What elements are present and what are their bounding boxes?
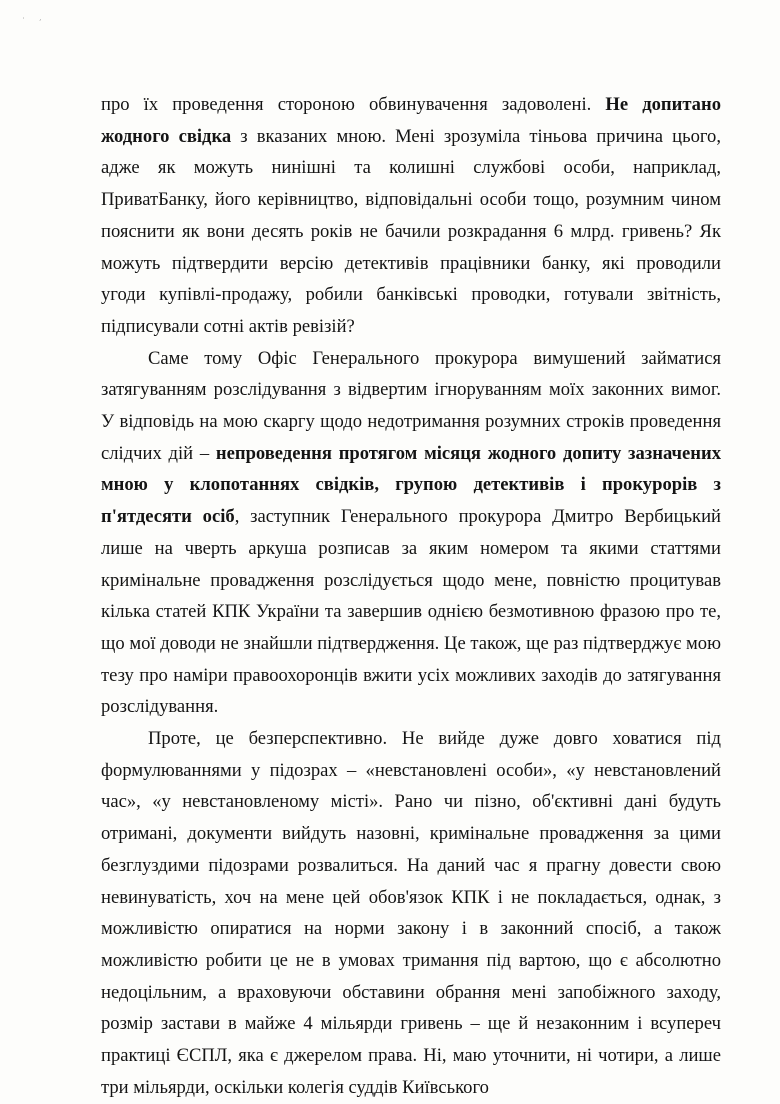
text-run: з вказаних мною. Мені зрозуміла тіньова причина цього, адже як можуть нинішні та колишні службові особи, наприклад, ПриватБанку, його керівництво, відповідальні особи тощо, розумним чином пояснити як вони десять років не бачили розкрадання 6 млрд. гривень? Як можуть підтвердити версію детективів працівники банку, які проводили угоди купівлі-продажу, робили банківські проводки, готували звітність, підписували сотні актів ревізій? <box>101 125 721 337</box>
paragraph <box>101 89 721 343</box>
text-run: Саме тому Офіс Генерального прокурора вимушений займатися затягуванням розслідування з відвертим ігноруванням моїх законних вимог. У відповідь на мою скаргу щодо недотримання розумних строків проведення слідчих дій – <box>101 347 721 464</box>
text-run: Проте, це безперспективно. Не вийде дуже довго ховатися під формулюваннями у підозрах – «невстановлені особи», «у невстановлений час», «у невстановленому місті». Рано чи пізно, об'єктивні дані будуть отримані, документи вийдуть назовні, кримінальне провадження за цими безглуздими підозрами розвалиться. На даний час я прагну довести свою невинуватість, хоч на мене цей обов'язок КПК і не покладається, однак, з можливістю опиратися на норми закону і в законний спосіб, а також можливістю робити це не в умовах тримання під вартою, що є абсолютно недоцільним, а враховуючи обставини обрання мені запобіжного заходу, розмір застави в майже 4 мільярди гривень – ще й незаконним і всупереч практиці ЄСПЛ, яка є джерелом права. Ні, маю уточнити, ні чотири, а лише три мільярди, оскільки колегія суддів Київського <box>101 728 721 1098</box>
text-run: про їх проведення стороною обвинувачення задоволені. <box>101 94 606 115</box>
bold-text-run: непроведення протягом місяця жодного допиту зазначених мною у клопотаннях свідків, групою детективів і прокурорів з п'ятдесяти осіб <box>101 442 722 528</box>
text-run: , заступник Генерального прокурора Дмитро Вербицький лише на чверть аркуша розписав за яким номером та якими статтями кримінальне провадження розслідується щодо мене, повністю процитував кілька статей КПК України та завершив однією безмотивною фразою про те, що мої доводи не знайшли підтвердження. Це також, ще раз підтверджує мою тезу про наміри правоохоронців вжити усіх можливих заходів до затягування розслідування. <box>101 506 721 718</box>
paragraph <box>101 343 721 723</box>
paragraph <box>101 723 721 1103</box>
document-body <box>101 89 721 1104</box>
bold-text-run: Не допитано жодного свідка <box>101 94 721 147</box>
scan-marks: ˙ ׳ <box>22 16 48 26</box>
